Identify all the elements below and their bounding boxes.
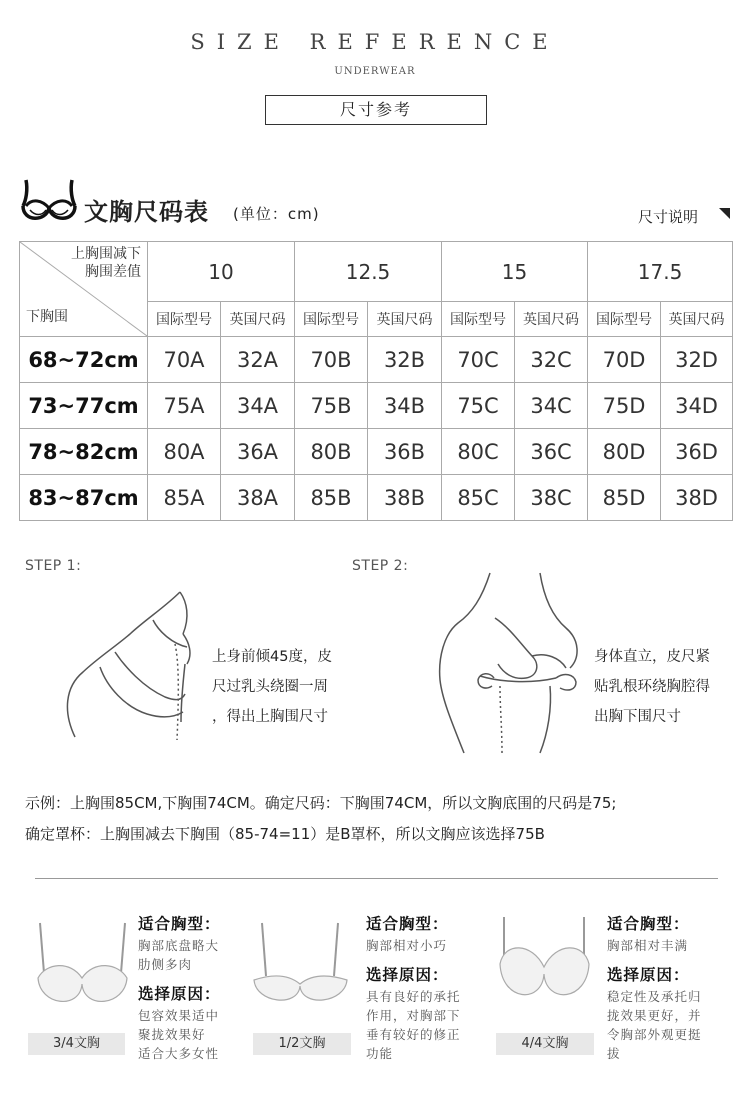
reason-line: 垂有较好的修正: [366, 1027, 461, 1042]
size-cell: 70B: [295, 337, 368, 383]
size-cell: 34B: [368, 383, 442, 429]
step-2-label: STEP 2:: [352, 558, 409, 574]
size-cell: 34A: [221, 383, 295, 429]
size-cell: 38B: [368, 475, 442, 521]
size-cell: 70D: [588, 337, 661, 383]
step-2-line: 出胸下围尺寸: [594, 709, 681, 725]
reason-line: 作用，对胸部下: [366, 1008, 461, 1023]
uk-size-header: 英国尺码: [661, 302, 733, 337]
triangle-icon: [719, 208, 730, 219]
step-1-line: 上身前倾45度，皮: [212, 649, 332, 665]
fit-heading: 适合胸型：: [607, 915, 690, 933]
size-cell: 75A: [148, 383, 221, 429]
fit-heading: 适合胸型：: [366, 915, 449, 933]
reason-line: 具有良好的承托: [366, 989, 461, 1004]
chart-unit: (单位：cm): [233, 205, 320, 223]
underbust-range: 68~72cm: [20, 337, 148, 383]
intl-size-header: 国际型号: [588, 302, 661, 337]
reason-line: 功能: [366, 1046, 394, 1061]
step-1-line: ，得出上胸围尺寸: [212, 709, 328, 725]
fit-line: 胸部相对丰满: [607, 938, 689, 953]
intl-size-header: 国际型号: [295, 302, 368, 337]
underbust-range: 78~82cm: [20, 429, 148, 475]
size-cell: 32B: [368, 337, 442, 383]
size-cell: 34D: [661, 383, 733, 429]
divider: [35, 878, 718, 879]
size-cell: 70C: [442, 337, 515, 383]
reason-line: 拢效果更好，并: [607, 1008, 702, 1023]
size-cell: 38C: [515, 475, 588, 521]
bra-type-tag: 4/4文胸: [496, 1033, 594, 1055]
example-text: [25, 788, 616, 850]
size-cell: 38A: [221, 475, 295, 521]
underbust-header-label: 下胸围: [26, 309, 68, 325]
reason-heading: 选择原因：: [366, 966, 449, 984]
size-cell: 32D: [661, 337, 733, 383]
bra-1-2-illustration: [248, 918, 353, 1008]
size-cell: 80C: [442, 429, 515, 475]
bra-icon: [20, 176, 80, 226]
size-cell: 85D: [588, 475, 661, 521]
subtitle-english: UNDERWEAR: [334, 66, 416, 77]
reason-line: 聚拢效果好: [138, 1027, 206, 1042]
size-cell: 34C: [515, 383, 588, 429]
size-note: 尺寸说明: [638, 208, 699, 226]
reason-heading: 选择原因：: [607, 966, 690, 984]
uk-size-header: 英国尺码: [221, 302, 295, 337]
size-cell: 85A: [148, 475, 221, 521]
fit-line: 胸部底盘略大: [138, 938, 220, 953]
intl-size-header: 国际型号: [148, 302, 221, 337]
size-cell: 36B: [368, 429, 442, 475]
diff-header: 15: [442, 242, 588, 302]
step-1-label: STEP 1:: [25, 558, 82, 574]
step-1-line: 尺过乳头绕圈一周: [212, 679, 328, 695]
size-cell: 32C: [515, 337, 588, 383]
uk-size-header: 英国尺码: [515, 302, 588, 337]
step-1-text: [212, 642, 332, 732]
size-cell: 32A: [221, 337, 295, 383]
step-2-line: 贴乳根环绕胸腔得: [594, 679, 710, 695]
bra-4-4-illustration: [492, 912, 597, 1002]
reason-line: 拔: [607, 1046, 621, 1061]
diff-header-line2: 胸围差值: [85, 264, 141, 280]
step-2-illustration: [420, 568, 590, 758]
table-corner-cell: [20, 242, 148, 337]
reason-heading: 选择原因：: [138, 985, 221, 1003]
fit-line: 肋侧多肉: [138, 957, 193, 972]
reason-line: 稳定性及承托归: [607, 989, 702, 1004]
size-cell: 85B: [295, 475, 368, 521]
bra-type-tag: 1/2文胸: [253, 1033, 351, 1055]
diff-header: 12.5: [295, 242, 442, 302]
title-chinese: 尺寸参考: [265, 95, 487, 125]
step-2-text: [594, 642, 710, 732]
table-row: [20, 383, 733, 429]
size-cell: 80A: [148, 429, 221, 475]
fit-heading: 适合胸型：: [138, 915, 221, 933]
reason-line: 包容效果适中: [138, 1008, 220, 1023]
size-cell: 38D: [661, 475, 733, 521]
chart-title: 文胸尺码表: [84, 198, 209, 226]
size-cell: 80D: [588, 429, 661, 475]
size-cell: 80B: [295, 429, 368, 475]
size-cell: 85C: [442, 475, 515, 521]
size-cell: 75B: [295, 383, 368, 429]
fit-line: 胸部相对小巧: [366, 938, 448, 953]
step-1-illustration: [55, 572, 205, 742]
diff-header-line1: 上胸围减下: [71, 246, 141, 262]
bra-type-3-desc: [607, 912, 702, 1063]
title-english: SIZE REFERENCE: [190, 30, 560, 54]
reason-line: 令胸部外观更挺: [607, 1027, 702, 1042]
size-cell: 36D: [661, 429, 733, 475]
diff-header-label: [71, 245, 141, 281]
size-cell: 36C: [515, 429, 588, 475]
size-cell: 36A: [221, 429, 295, 475]
underbust-range: 83~87cm: [20, 475, 148, 521]
size-cell: 75C: [442, 383, 515, 429]
example-line-1: 示例：上胸围85CM,下胸围74CM。确定尺码：下胸围74CM，所以文胸底围的尺码是75;: [25, 794, 617, 812]
table-row: [20, 429, 733, 475]
uk-size-header: 英国尺码: [368, 302, 442, 337]
table-row: [20, 475, 733, 521]
bra-type-1-desc: [138, 912, 221, 1063]
size-cell: 70A: [148, 337, 221, 383]
underbust-range: 73~77cm: [20, 383, 148, 429]
intl-size-header: 国际型号: [442, 302, 515, 337]
size-cell: 75D: [588, 383, 661, 429]
example-line-2: 确定罩杯：上胸围减去下胸围（85-74=11）是B罩杯，所以文胸应该选择75B: [25, 825, 545, 843]
diff-header: 17.5: [588, 242, 733, 302]
bra-type-tag: 3/4文胸: [28, 1033, 125, 1055]
diff-header: 10: [148, 242, 295, 302]
step-2-line: 身体直立，皮尺紧: [594, 649, 710, 665]
bra-type-2-desc: [366, 912, 461, 1063]
bra-3-4-illustration: [30, 918, 135, 1008]
reason-line: 适合大多女性: [138, 1046, 220, 1061]
size-table: [19, 241, 733, 521]
table-row: [20, 337, 733, 383]
